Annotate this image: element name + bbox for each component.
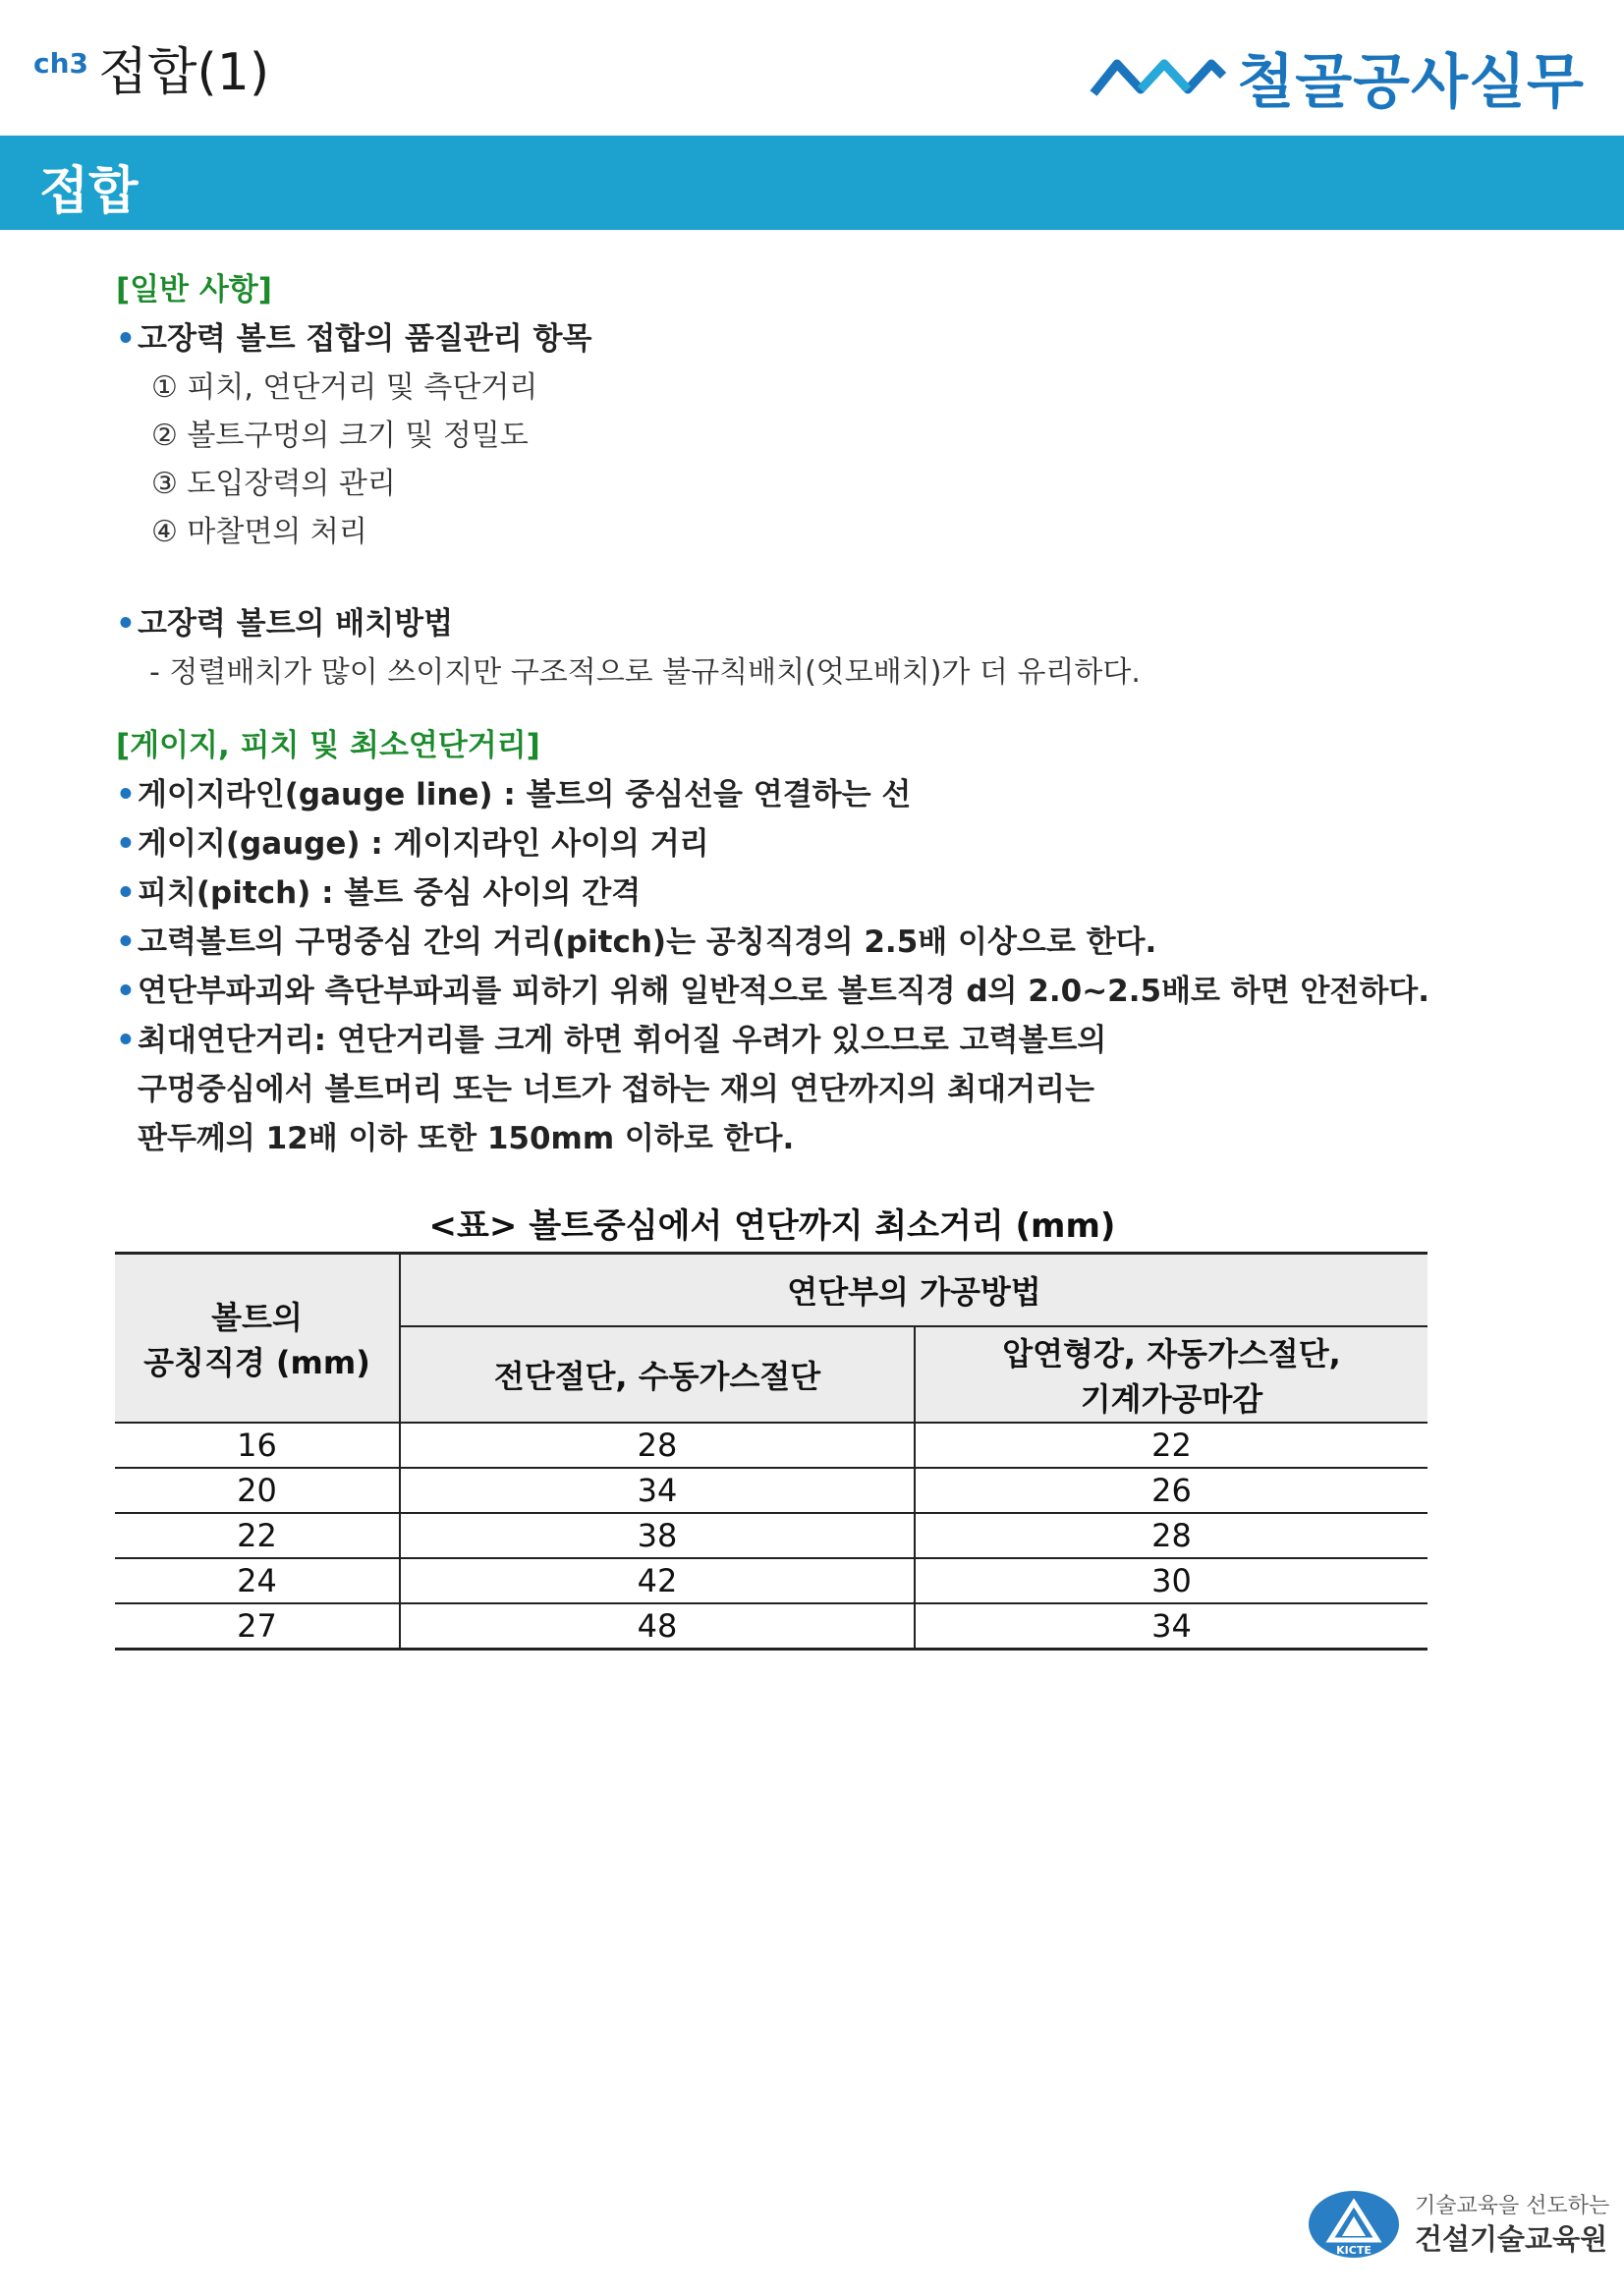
logo-text: KICTE <box>1336 2244 1372 2257</box>
table-cell: 28 <box>915 1513 1428 1558</box>
wave-logo-icon <box>1090 56 1227 99</box>
table-cell: 20 <box>115 1468 400 1513</box>
kicte-emblem-icon <box>1307 2189 1401 2260</box>
table-cell: 26 <box>915 1468 1428 1513</box>
bullet-gauge-line <box>116 770 1531 819</box>
bullet-dot-icon: • <box>116 606 136 642</box>
section-heading-gauge: [게이지, 피치 및 최소연단거리] <box>116 728 540 763</box>
chapter-label <box>33 43 269 102</box>
bullet-max-edge <box>116 1016 1531 1065</box>
footer-logo <box>1307 2189 1609 2260</box>
bullet-quality-items <box>116 314 1531 364</box>
list-item: ③ 도입장력의 관리 <box>151 467 396 501</box>
table-row <box>115 1558 1428 1603</box>
table-row <box>115 1513 1428 1558</box>
column-header-rolled: 압연형강, 자동가스절단, 기계가공마감 <box>915 1326 1428 1423</box>
bullet-text: 게이지(gauge) : 게이지라인 사이의 거리 <box>138 826 709 862</box>
footer-org-name: 건설기술교육원 <box>1415 2222 1608 2256</box>
table-cell: 48 <box>400 1603 915 1650</box>
column-header-shear-cut: 전단절단, 수동가스절단 <box>400 1326 915 1423</box>
main-content <box>116 265 1531 1163</box>
group-header-processing: 연단부의 가공방법 <box>400 1254 1428 1327</box>
table-row <box>115 1423 1428 1468</box>
bullet-pitch <box>116 868 1531 918</box>
brand-logo <box>1090 35 1585 120</box>
table-caption: <표> 볼트중심에서 연단까지 최소거리 (mm) <box>428 1206 1116 1246</box>
page-title: 접합 <box>39 162 139 221</box>
table-cell: 28 <box>400 1423 915 1468</box>
bullet-dot-icon: • <box>116 875 136 911</box>
table-cell: 30 <box>915 1558 1428 1603</box>
arrangement-note: - 정렬배치가 많이 쓰이지만 구조적으로 불규칙배치(엇모배치)가 더 유리하다. <box>149 655 1141 690</box>
bullet-text: 게이지라인(gauge line) : 볼트의 중심선을 연결하는 선 <box>138 777 912 812</box>
bullet-dot-icon: • <box>116 826 136 862</box>
column-header-diameter: 볼트의 공칭직경 (mm) <box>115 1254 400 1424</box>
bullet-text: 고력볼트의 구멍중심 간의 거리(pitch)는 공칭직경의 2.5배 이상으로 한다. <box>138 924 1157 960</box>
bullet-text: 고장력 볼트의 배치방법 <box>138 606 454 642</box>
bullet-dot-icon: • <box>116 924 136 960</box>
edge-distance-table <box>115 1252 1428 1651</box>
bullet-dot-icon: • <box>116 1023 136 1058</box>
table-cell: 24 <box>115 1558 400 1603</box>
bullet-arrangement <box>116 599 1531 648</box>
chapter-tag: ch3 <box>33 47 89 80</box>
section-heading-general: [일반 사항] <box>116 272 272 308</box>
table-cell: 34 <box>400 1468 915 1513</box>
table-cell: 22 <box>115 1513 400 1558</box>
footer-tagline: 기술교육을 선도하는 <box>1415 2194 1610 2218</box>
bullet-text: 고장력 볼트 접합의 품질관리 항목 <box>138 321 592 357</box>
table-cell: 42 <box>400 1558 915 1603</box>
bullet-continuation: 판두께의 12배 이하 또한 150mm 이하로 한다. <box>138 1121 795 1156</box>
bullet-pitch-rule <box>116 918 1531 967</box>
bullet-text: 피치(pitch) : 볼트 중심 사이의 간격 <box>138 875 642 911</box>
list-item: ① 피치, 연단거리 및 측단거리 <box>151 370 538 405</box>
bullet-dot-icon: • <box>116 777 136 812</box>
table-cell: 16 <box>115 1423 400 1468</box>
table-row <box>115 1603 1428 1650</box>
bullet-text: 최대연단거리: 연단거리를 크게 하면 휘어질 우려가 있으므로 고력볼트의 <box>138 1023 1107 1058</box>
table-cell: 34 <box>915 1603 1428 1650</box>
brand-name: 철골공사실무 <box>1237 48 1585 117</box>
bullet-edge-safety <box>116 967 1531 1016</box>
page-header <box>0 0 1624 136</box>
list-item: ② 볼트구멍의 크기 및 정밀도 <box>151 419 529 453</box>
table-row <box>115 1468 1428 1513</box>
bullet-dot-icon: • <box>116 974 136 1009</box>
bullet-gauge <box>116 819 1531 868</box>
list-item: ④ 마찰면의 처리 <box>151 515 367 549</box>
title-band <box>0 136 1624 230</box>
bullet-continuation: 구멍중심에서 볼트머리 또는 너트가 접하는 재의 연단까지의 최대거리는 <box>138 1072 1094 1107</box>
chapter-title: 접합(1) <box>98 43 270 102</box>
table-cell: 38 <box>400 1513 915 1558</box>
bullet-dot-icon: • <box>116 321 136 357</box>
table-cell: 27 <box>115 1603 400 1650</box>
table-cell: 22 <box>915 1423 1428 1468</box>
bullet-text: 연단부파괴와 측단부파괴를 피하기 위해 일반적으로 볼트직경 d의 2.0~2.5배로 하면 안전하다. <box>138 974 1430 1009</box>
